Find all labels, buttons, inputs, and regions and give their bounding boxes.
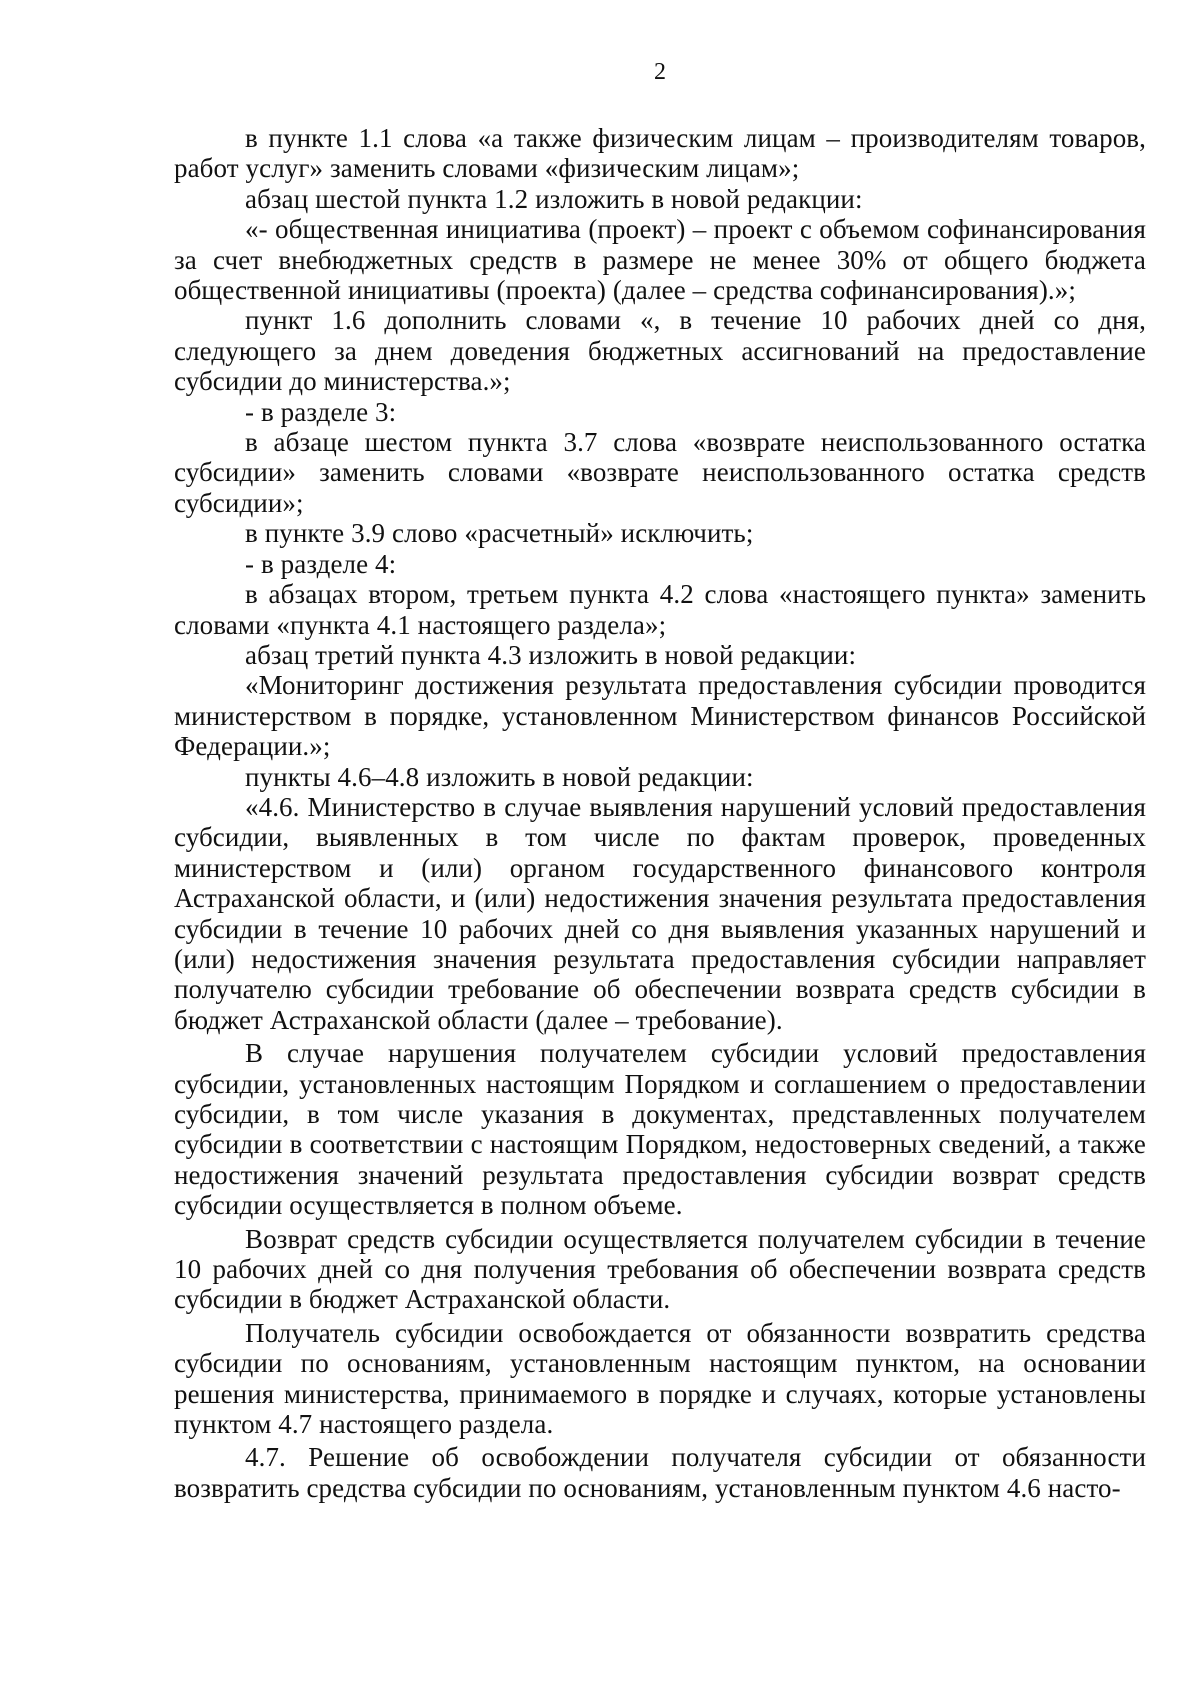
paragraph-4: пункт 1.6 дополнить словами «, в течение 10 рабочих дней со дня, следующего за днем доведения бюджетных ассигнований на предоставление субсидии до министерства.»; <box>174 305 1146 397</box>
paragraph-10: абзац третий пункта 4.3 изложить в новой редакции: <box>245 639 857 670</box>
paragraph-13: «4.6. Министерство в случае выявления нарушений условий предоставления субсидии, выявленных в том числе по фактам проверок, проведенных министерством и (или) органом государственного финансового контроля Астраханской области, и (или) недостижения значения результата предоставления субсидии в течение 10 рабочих дней со дня выявления указанных нарушений и (или) недостижения значения результата предоставления субсидии направляет получателю субсидии требование об обеспечении возврата средств субсидии в бюджет Астраханской области (далее – требование). <box>174 791 1146 1035</box>
paragraph-5: - в разделе 3: <box>245 396 397 427</box>
paragraph-16: Получатель субсидии освобождается от обязанности возвратить средства субсидии по основаниям, установленным настоящим пунктом, на основании решения министерства, принимаемого в порядке и случаях, которые установлены пунктом 4.7 настоящего раздела. <box>174 1317 1146 1440</box>
document-body <box>174 123 1146 1503</box>
page-number: 2 <box>654 59 666 85</box>
paragraph-8: - в разделе 4: <box>245 548 397 579</box>
paragraph-7: в пункте 3.9 слово «расчетный» исключить; <box>245 518 754 549</box>
paragraph-11: «Мониторинг достижения результата предоставления субсидии проводится министерством в порядке, установленном Министерством финансов Российской Федерации.»; <box>174 670 1146 762</box>
paragraph-17: 4.7. Решение об освобождении получателя субсидии от обязанности возвратить средства субсидии по основаниям, установленным пунктом 4.6 насто- <box>174 1442 1146 1503</box>
paragraph-2: абзац шестой пункта 1.2 изложить в новой редакции: <box>245 183 863 214</box>
paragraph-15: Возврат средств субсидии осуществляется получателем субсидии в течение 10 рабочих дней со дня получения требования об обеспечении возврата средств субсидии в бюджет Астраханской области. <box>174 1223 1146 1315</box>
paragraph-12: пункты 4.6–4.8 изложить в новой редакции: <box>245 761 754 792</box>
paragraph-6: в абзаце шестом пункта 3.7 слова «возврате неиспользованного остатка субсидии» заменить словами «возврате неиспользованного остатка средств субсидии»; <box>174 427 1146 518</box>
paragraph-1: в пункте 1.1 слова «а также физическим лицам – производителям товаров, работ услуг» заменить словами «физическим лицам»; <box>174 123 1146 184</box>
paragraph-9: в абзацах втором, третьем пункта 4.2 слова «настоящего пункта» заменить словами «пункта 4.1 настоящего раздела»; <box>174 579 1146 640</box>
paragraph-14: В случае нарушения получателем субсидии условий предоставления субсидии, установленных настоящим Порядком и соглашением о предоставлении субсидии, в том числе указания в документах, представленных получателем субсидии в соответствии с настоящим Порядком, недостоверных сведений, а также недостижения значений результата предоставления субсидии возврат средств субсидии осуществляется в полном объеме. <box>174 1038 1146 1221</box>
paragraph-3: «- общественная инициатива (проект) – проект с объемом софинансирования за счет внебюджетных средств в размере не менее 30% от общего бюджета общественной инициативы (проекта) (далее – средства софинансирования).»; <box>174 214 1146 306</box>
